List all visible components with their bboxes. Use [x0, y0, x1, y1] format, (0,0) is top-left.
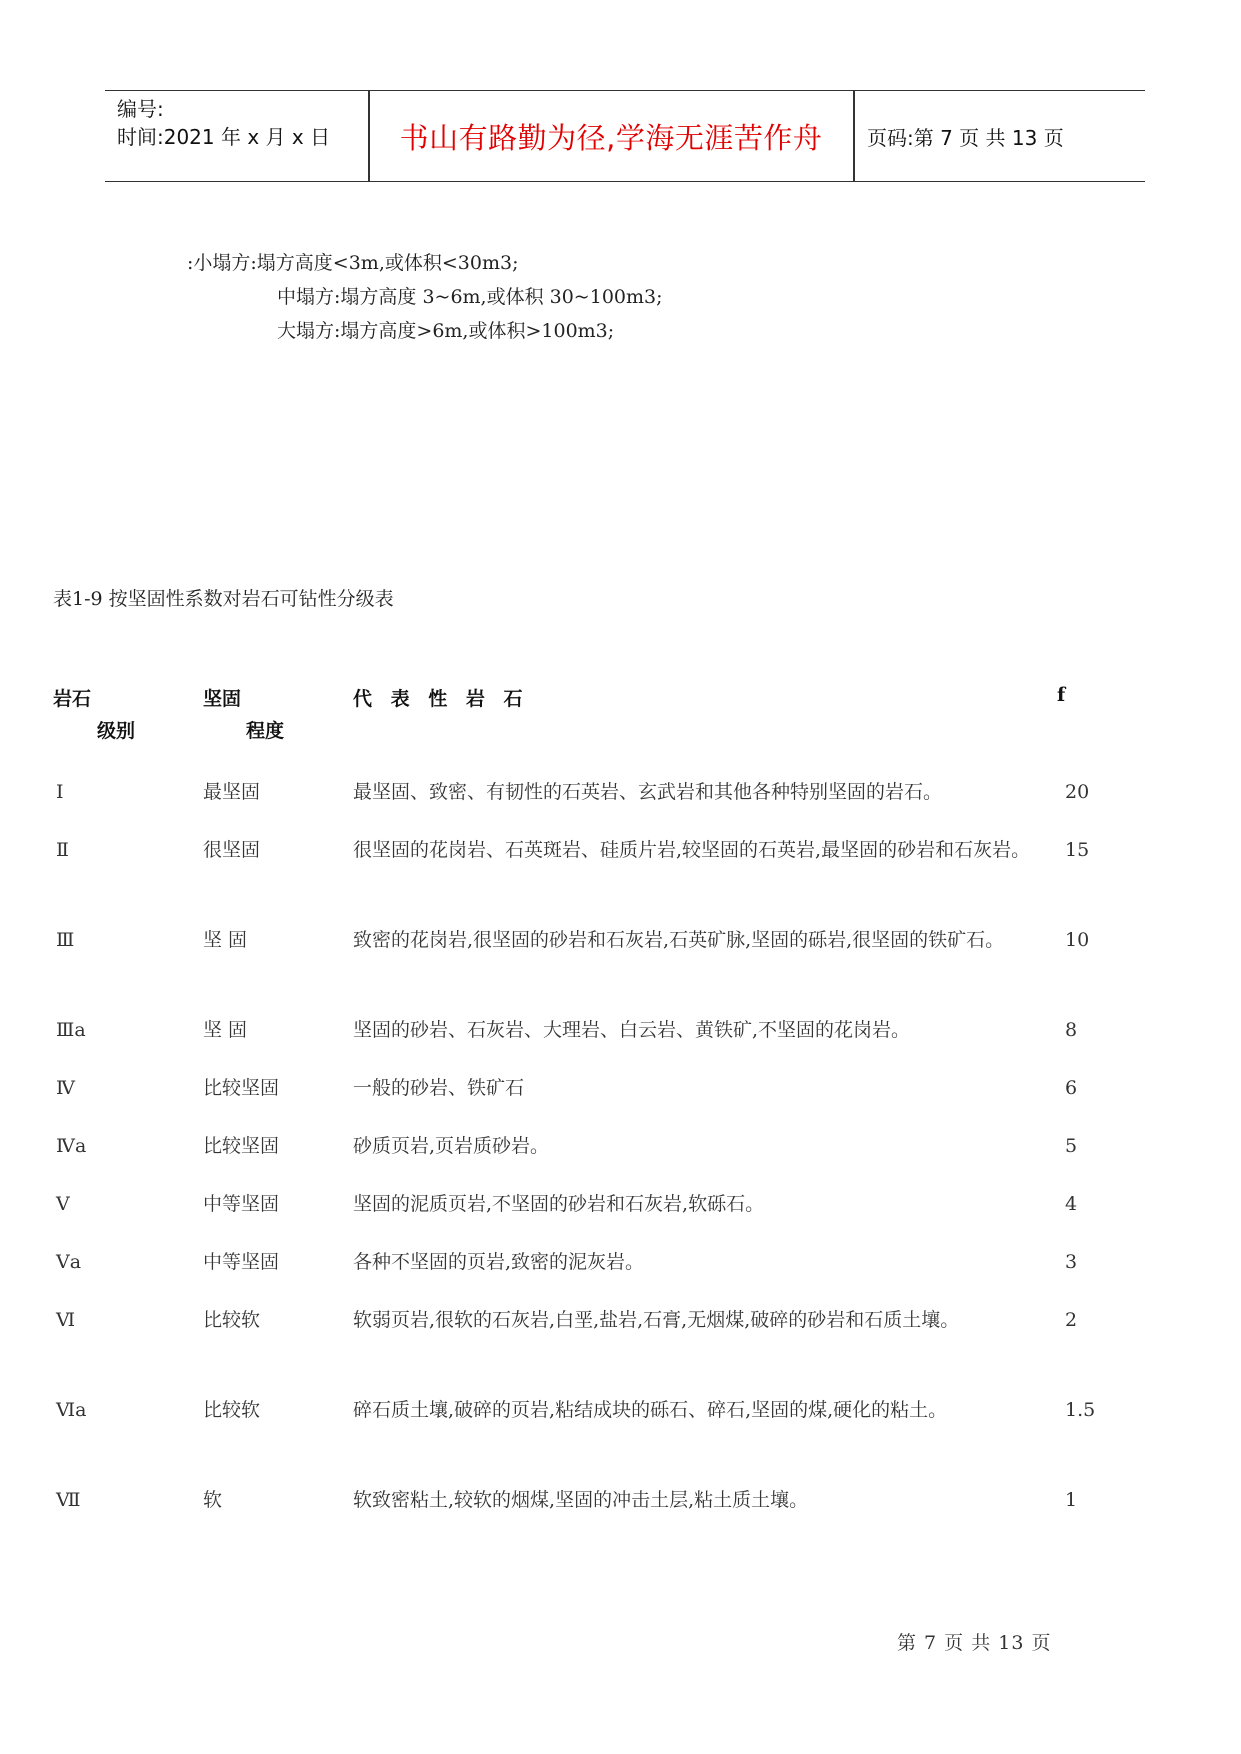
cell-f: 20: [1065, 781, 1090, 803]
cell-hardness: 软: [203, 1489, 223, 1511]
cell-level: Ⅳa: [56, 1135, 87, 1157]
cell-f: 15: [1065, 839, 1090, 861]
table-row: [53, 1484, 1103, 1542]
cell-f: 2: [1065, 1309, 1078, 1331]
cell-level: Ⅵ: [56, 1309, 76, 1331]
cell-rock: 一般的砂岩、铁矿石: [353, 1077, 525, 1099]
cell-rock: 最坚固、致密、有韧性的石英岩、玄武岩和其他各种特别坚固的岩石。: [353, 781, 943, 803]
table-title: 表1-9 按坚固性系数对岩石可钻性分级表: [53, 588, 394, 610]
cell-level: Ⅲa: [56, 1019, 86, 1041]
cell-hardness: 坚 固: [203, 929, 248, 951]
footer-page-number: 第 7 页 共 13 页: [897, 1632, 1052, 1654]
header-representative-rock: 代 表 性 岩 石: [353, 688, 529, 710]
table-row: [53, 1130, 1103, 1188]
date-label: 时间:2021 年 x 月 x 日: [117, 125, 331, 149]
cell-hardness: 最坚固: [203, 781, 261, 803]
table-row: [53, 1394, 1103, 1484]
cell-rock: 软致密粘土,较软的烟煤,坚固的冲击土层,粘土质土壤。: [353, 1489, 809, 1511]
rock-drillability-table: [53, 672, 1103, 1542]
cell-f: 10: [1065, 929, 1090, 951]
page-header: [105, 90, 1145, 182]
cell-hardness: 比较软: [203, 1399, 261, 1421]
cell-hardness: 中等坚固: [203, 1251, 280, 1273]
cell-rock: 各种不坚固的页岩,致密的泥灰岩。: [353, 1251, 645, 1273]
table-row: [53, 924, 1103, 1014]
cell-hardness: 很坚固: [203, 839, 261, 861]
cell-f: 8: [1065, 1019, 1078, 1041]
intro-line-small-collapse: :小塌方:塌方高度<3m,或体积<30m3;: [187, 252, 519, 274]
table-row: [53, 1072, 1103, 1130]
cell-f: 3: [1065, 1251, 1078, 1273]
table-row: [53, 1304, 1103, 1394]
cell-level: Ⅶ: [56, 1489, 81, 1511]
cell-hardness: 坚 固: [203, 1019, 248, 1041]
cell-level: Ⅱ: [56, 839, 69, 861]
table-row: [53, 834, 1103, 924]
table-row: [53, 1014, 1103, 1072]
cell-rock: 软弱页岩,很软的石灰岩,白垩,盐岩,石膏,无烟煤,破碎的砂岩和石质土壤。: [353, 1309, 960, 1331]
cell-f: 5: [1065, 1135, 1078, 1157]
table-row: [53, 1188, 1103, 1246]
cell-rock: 碎石质土壤,破碎的页岩,粘结成块的砾石、碎石,坚固的煤,硬化的粘土。: [353, 1399, 948, 1421]
cell-level: Ⅴ: [56, 1193, 70, 1215]
header-motto: 书山有路勤为径,学海无涯苦作舟: [399, 120, 823, 155]
cell-hardness: 中等坚固: [203, 1193, 280, 1215]
header-hardness-line1: 坚固: [203, 688, 242, 710]
header-level-line2: 级别: [97, 720, 136, 742]
cell-level: Ⅵa: [56, 1399, 87, 1421]
intro-line-medium-collapse: 中塌方:塌方高度 3~6m,或体积 30~100m3;: [277, 286, 663, 308]
cell-rock: 坚固的泥质页岩,不坚固的砂岩和石灰岩,软砾石。: [353, 1193, 765, 1215]
cell-rock: 砂质页岩,页岩质砂岩。: [353, 1135, 550, 1157]
table-row: [53, 776, 1103, 834]
cell-level: Ⅳ: [56, 1077, 75, 1099]
header-level-line1: 岩石: [53, 688, 92, 710]
cell-f: 4: [1065, 1193, 1078, 1215]
cell-level: Ⅰ: [56, 781, 64, 803]
cell-rock: 坚固的砂岩、石灰岩、大理岩、白云岩、黄铁矿,不坚固的花岗岩。: [353, 1019, 911, 1041]
cell-f: 1: [1065, 1489, 1078, 1511]
cell-f: 1.5: [1065, 1399, 1096, 1421]
header-f-coefficient: f: [1057, 684, 1066, 706]
table-row: [53, 1246, 1103, 1304]
cell-rock: 很坚固的花岗岩、石英斑岩、硅质片岩,较坚固的石英岩,最坚固的砂岩和石灰岩。: [353, 839, 1031, 861]
header-meta: [117, 91, 367, 181]
header-page-number: 页码:第 7 页 共 13 页: [867, 125, 1064, 150]
header-hardness-line2: 程度: [246, 720, 285, 742]
serial-number-label: 编号:: [117, 97, 164, 121]
cell-f: 6: [1065, 1077, 1078, 1099]
cell-level: Ⅲ: [56, 929, 75, 951]
cell-hardness: 比较坚固: [203, 1077, 280, 1099]
cell-hardness: 比较软: [203, 1309, 261, 1331]
cell-rock: 致密的花岗岩,很坚固的砂岩和石灰岩,石英矿脉,坚固的砾岩,很坚固的铁矿石。: [353, 929, 1005, 951]
intro-line-large-collapse: 大塌方:塌方高度>6m,或体积>100m3;: [277, 320, 615, 342]
cell-level: Ⅴa: [56, 1251, 82, 1273]
header-divider: [853, 91, 855, 181]
cell-hardness: 比较坚固: [203, 1135, 280, 1157]
table-header: [53, 672, 1103, 776]
